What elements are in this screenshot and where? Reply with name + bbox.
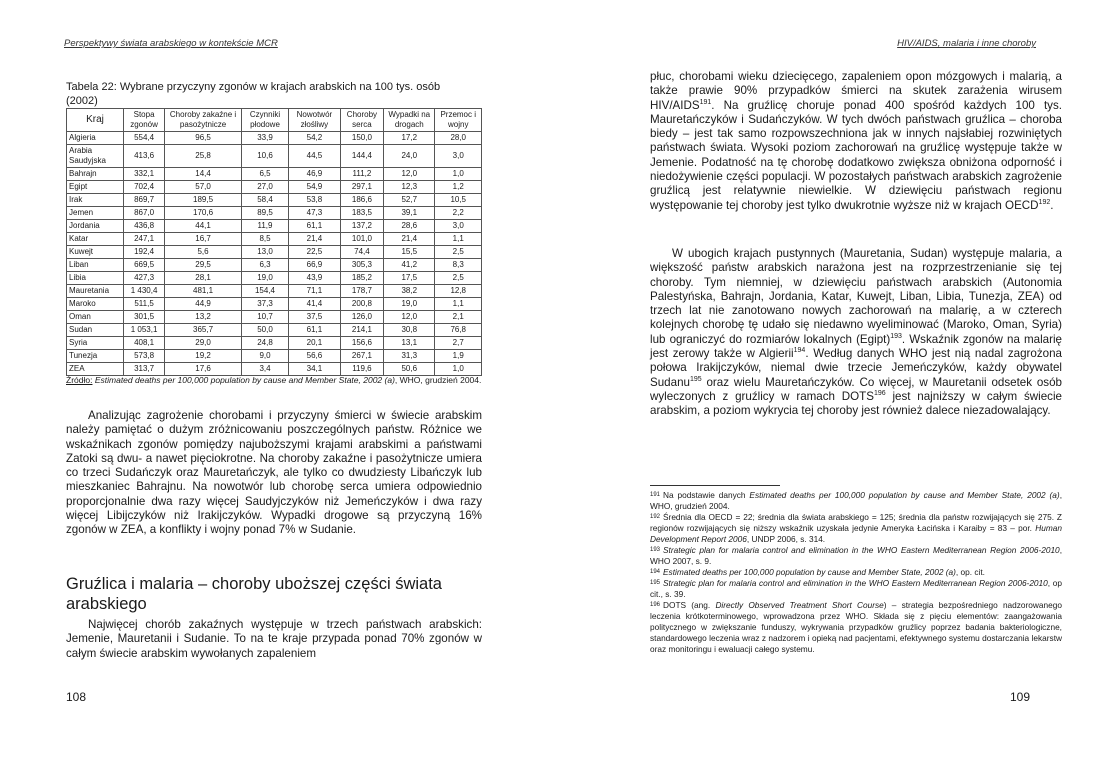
table-row [67,145,482,168]
value-cell: 111,2 [340,168,383,181]
value-cell: 13,0 [241,246,288,259]
value-cell: 53,8 [289,194,341,207]
value-cell: 1,2 [435,181,482,194]
value-cell: 96,5 [165,132,242,145]
value-cell: 178,7 [340,285,383,298]
value-cell: 30,8 [384,324,435,337]
value-cell: 29,0 [165,337,242,350]
table-row [67,207,482,220]
value-cell: 41,4 [289,298,341,311]
col-header-country: Kraj [67,109,124,132]
value-cell: 511,5 [124,298,165,311]
footnote-post: , op. cit. [955,567,985,577]
running-head-left: Perspektywy świata arabskiego w kontekście MCR [64,38,278,49]
value-cell: 573,8 [124,350,165,363]
value-cell: 13,2 [165,311,242,324]
value-cell: 61,1 [289,220,341,233]
footnote-ref-194: 194 [793,347,806,355]
text-run: . Na gruźlicę choruje ponad 400 spośród każdych 100 tys. Mauretańczyków i Sudańczyków. W tych dwóch państwach gruźlica – choroba biedy – jest tak samo rozpowszechniona jak w innych najsłabiej rozwiniętych państwach świata. Wysoki poziom zachorowań na gruźlicę występuje także w Jemenie. Podatność na tę chorobę dodatkowo zwiększa obniżona odporność i niedożywienie części populacji. W pozostałych państwach arabskich zagrożenie gruźlicą jest relatywnie niewielkie. W dziewięciu państwach regionu występowanie tej choroby jest tylko dwukrotnie wyższe niż w krajach OECD [650,98,1062,212]
value-cell: 8,3 [435,259,482,272]
value-cell: 1,0 [435,363,482,376]
table-row [67,168,482,181]
table-row [67,233,482,246]
country-cell: Arabia Saudyjska [67,145,124,168]
value-cell: 413,6 [124,145,165,168]
footnote-post: , op cit., s. 39. [650,578,1062,599]
footnote-194 [650,567,1062,578]
value-cell: 15,5 [384,246,435,259]
value-cell: 54,2 [289,132,341,145]
value-cell: 37,5 [289,311,341,324]
value-cell: 156,6 [340,337,383,350]
value-cell: 29,5 [165,259,242,272]
footnote-it: Directly Observed Treatment Short Course [715,600,884,610]
value-cell: 56,6 [289,350,341,363]
value-cell: 481,1 [165,285,242,298]
source-title: Estimated deaths per 100,000 population by cause and Member State, 2002 (a) [94,375,395,385]
country-cell: Tunezja [67,350,124,363]
footnote-pre: Na podstawie danych [663,490,750,500]
table-row [67,324,482,337]
table-row [67,132,482,145]
value-cell: 17,5 [384,272,435,285]
page-number-left: 108 [66,690,87,704]
footnote-ref-196: 196 [873,390,886,398]
table-row [67,311,482,324]
footnote-it: Strategic plan for malaria control and elimination in the WHO Eastern Mediterranean Region 2006-2010 [663,545,1060,555]
country-cell: Syria [67,337,124,350]
value-cell: 183,5 [340,207,383,220]
country-cell: Oman [67,311,124,324]
table-row [67,272,482,285]
country-cell: Egipt [67,181,124,194]
footnote-it: Human Development Report 2006 [650,523,1062,544]
footnote-196 [650,600,1062,655]
value-cell: 38,2 [384,285,435,298]
col-header-road: Wypadki na drogach [384,109,435,132]
text-run: W ubogich krajach pustynnych (Mauretania, Sudan) występuje malaria, a większość państw arabskich narażona jest na rozprzestrzenianie się tej choroby. Tym niemniej, w dziewięciu państwach arabskich (Autonomia Palestyńska, Bahrajn, Jordania, Katar, Kuwejt, Liban, Libia, Tunezja, ZEA) od trzech lat nie zanotowano nowych zachorowań na malarię, a w czterech kolejnych chorobę tę udało się niedawno wyeliminować (Maroko, Oman, Syria) lub ograniczyć do rozmiarów lokalnych (Egipt) [650,247,1062,346]
footnote-192 [650,512,1062,545]
value-cell: 867,0 [124,207,165,220]
footnote-num: 194 [650,569,661,575]
table-source [66,375,482,386]
country-cell: Sudan [67,324,124,337]
value-cell: 33,9 [241,132,288,145]
value-cell: 14,4 [165,168,242,181]
value-cell: 332,1 [124,168,165,181]
value-cell: 54,9 [289,181,341,194]
paragraph-analysis: Analizując zagrożenie chorobami i przyczyny śmierci w świecie arabskim należy pamiętać o dużym zróżnicowaniu poszczególnych państw. Różnice we wskaźnikach zgonów pomiędzy najuboższymi krajami arabskimi a państwami Zatoki są dwu- a nawet pięciokrotne. Na choroby zakaźne i pasożytnicze umiera co trzeci Sudańczyk oraz Mauretańczyk, ale tylko co dwudziesty Libańczyk lub mieszkaniec Bahrajnu. Na nowotwór lub chorobę serca umiera odpowiednio proporcjonalnie dwa razy więcej Saudyjczyków niż Jemeńczyków i dwa razy więcej Libijczyków niż Irakijczyków. Wypadki drogowe są przyczyną 16% zgonów w ZEA, a konflikty i wojny ponad 7% w Sudanie. [66,409,482,537]
footnote-193 [650,545,1062,567]
table-row [67,298,482,311]
paragraph-malaria [650,247,1062,419]
footnote-ref-192: 192 [1038,198,1051,206]
source-label: Źródło: [66,375,93,385]
footnotes [650,490,1062,655]
value-cell: 154,4 [241,285,288,298]
value-cell: 12,0 [384,168,435,181]
value-cell: 13,1 [384,337,435,350]
value-cell: 2,5 [435,272,482,285]
value-cell: 144,4 [340,145,383,168]
value-cell: 3,0 [435,145,482,168]
value-cell: 6,5 [241,168,288,181]
value-cell: 10,6 [241,145,288,168]
value-cell: 57,0 [165,181,242,194]
value-cell: 34,1 [289,363,341,376]
footnote-195 [650,578,1062,600]
country-cell: Liban [67,259,124,272]
value-cell: 25,8 [165,145,242,168]
value-cell: 186,6 [340,194,383,207]
value-cell: 305,3 [340,259,383,272]
right-page [550,0,1100,777]
value-cell: 39,1 [384,207,435,220]
footnote-it: Estimated deaths per 100,000 population by cause and Member State, 2002 (a) [749,490,1060,500]
value-cell: 47,3 [289,207,341,220]
value-cell: 189,5 [165,194,242,207]
text-run: jest najniższy w całym świecie arabskim, a poziom wykrycia tej choroby jest również dalece niezadowalający. [650,389,1062,418]
value-cell: 44,9 [165,298,242,311]
footnote-post: , WHO, grudzień 2004. [650,490,1062,511]
table-row [67,363,482,376]
value-cell: 214,1 [340,324,383,337]
value-cell: 50,0 [241,324,288,337]
value-cell: 3,0 [435,220,482,233]
country-cell: Jordania [67,220,124,233]
value-cell: 2,1 [435,311,482,324]
footnote-divider [650,485,780,486]
country-cell: Bahrajn [67,168,124,181]
value-cell: 21,4 [289,233,341,246]
text-run: . Według danych WHO jest nią nadal zagrożona połowa Irakijczyków, niemal dwie trzecie Jemeńczyków, każdy obywatel Sudanu [650,347,1062,389]
value-cell: 31,3 [384,350,435,363]
value-cell: 1,0 [435,168,482,181]
value-cell: 37,3 [241,298,288,311]
value-cell: 16,7 [165,233,242,246]
value-cell: 150,0 [340,132,383,145]
value-cell: 43,9 [289,272,341,285]
value-cell: 17,2 [384,132,435,145]
value-cell: 1,1 [435,233,482,246]
table-row [67,220,482,233]
value-cell: 267,1 [340,350,383,363]
value-cell: 119,6 [340,363,383,376]
value-cell: 126,0 [340,311,383,324]
footnote-it: Estimated deaths per 100,000 population by cause and Member State, 2002 (a) [663,567,956,577]
country-cell: ZEA [67,363,124,376]
footnote-num: 193 [650,547,661,553]
table-row [67,194,482,207]
footnote-post: , UNDP 2006, s. 314. [746,534,826,544]
value-cell: 702,4 [124,181,165,194]
value-cell: 19,2 [165,350,242,363]
text-run: . [1050,198,1054,212]
table-row [67,259,482,272]
value-cell: 21,4 [384,233,435,246]
value-cell: 2,5 [435,246,482,259]
value-cell: 24,8 [241,337,288,350]
value-cell: 137,2 [340,220,383,233]
value-cell: 2,7 [435,337,482,350]
value-cell: 50,6 [384,363,435,376]
country-cell: Kuwejt [67,246,124,259]
value-cell: 22,5 [289,246,341,259]
value-cell: 8,5 [241,233,288,246]
country-cell: Algieria [67,132,124,145]
footnote-ref-195: 195 [689,375,702,383]
value-cell: 5,6 [165,246,242,259]
value-cell: 74,4 [340,246,383,259]
country-cell: Katar [67,233,124,246]
value-cell: 28,1 [165,272,242,285]
value-cell: 44,5 [289,145,341,168]
footnote-post: ) – strategia bezpośredniego nadzorowanego leczenia krótkoterminowego, wprowadzona przez WHO. Składa się z pięciu elementów: zaangażowania politycznego w zwiększanie funduszy, wykrywania przypadków gruźlicy poprzez badania bakteriologiczne, standardowego leczenia wraz z nadzorem i opieką nad pacjentami, efektywnego systemu dostarczania lekarstw oraz monitoringu i ewaluacji całego systemu. [650,600,1062,654]
value-cell: 61,1 [289,324,341,337]
value-cell: 24,0 [384,145,435,168]
table-row [67,337,482,350]
value-cell: 28,6 [384,220,435,233]
value-cell: 436,8 [124,220,165,233]
text-run: płuc, chorobami wieku dziecięcego, zapaleniem opon mózgowych i malarią, a także prawie 90% przypadków śmierci na skutek zarażenia wirusem HIV/AIDS [650,70,1062,112]
value-cell: 365,7 [165,324,242,337]
value-cell: 9,0 [241,350,288,363]
value-cell: 71,1 [289,285,341,298]
value-cell: 41,2 [384,259,435,272]
value-cell: 200,8 [340,298,383,311]
value-cell: 27,0 [241,181,288,194]
table-caption: Tabela 22: Wybrane przyczyny zgonów w krajach arabskich na 100 tys. osób (2002) [66,81,441,107]
value-cell: 427,3 [124,272,165,285]
country-cell: Jemen [67,207,124,220]
col-header-death-rate: Stopa zgonów [124,109,165,132]
value-cell: 20,1 [289,337,341,350]
value-cell: 1,9 [435,350,482,363]
value-cell: 869,7 [124,194,165,207]
value-cell: 101,0 [340,233,383,246]
value-cell: 66,9 [289,259,341,272]
value-cell: 192,4 [124,246,165,259]
value-cell: 170,6 [165,207,242,220]
table-row [67,181,482,194]
section-heading: Gruźlica i malaria – choroby uboższej części świata arabskiego [66,575,442,613]
value-cell: 669,5 [124,259,165,272]
footnote-pre: Średnia dla OECD = 22; średnia dla świata arabskiego = 125; średnia dla państw rozwijających się 275. Z regionów rozwijających się niższy wskaźnik uzyskała jedynie Ameryka Łacińska i Karaiby = 83 – por. [650,512,1062,533]
table-row [67,285,482,298]
col-header-infectious: Choroby zakaźne i pasożytnicze [165,109,242,132]
value-cell: 46,9 [289,168,341,181]
value-cell: 10,7 [241,311,288,324]
value-cell: 1,1 [435,298,482,311]
col-header-heart: Choroby serca [340,109,383,132]
country-cell: Irak [67,194,124,207]
value-cell: 44,1 [165,220,242,233]
footnote-post: , WHO 2007, s. 9. [650,545,1062,566]
value-cell: 3,4 [241,363,288,376]
value-cell: 185,2 [340,272,383,285]
value-cell: 19,0 [241,272,288,285]
footnote-num: 192 [650,514,661,520]
value-cell: 2,2 [435,207,482,220]
value-cell: 1 053,1 [124,324,165,337]
value-cell: 12,0 [384,311,435,324]
page-number-right: 109 [1009,690,1030,704]
value-cell: 19,0 [384,298,435,311]
footnote-pre: DOTS (ang. [663,600,716,610]
source-rest: , WHO, grudzień 2004. [394,375,482,385]
death-causes-table [66,108,482,376]
footnote-ref-191: 191 [699,98,712,106]
country-cell: Libia [67,272,124,285]
col-header-cancer: Nowotwór złośliwy [289,109,341,132]
paragraph-infectious: Najwięcej chorób zakaźnych występuje w trzech państwach arabskich: Jemenie, Mauretanii i Sudanie. To na te kraje przypada ponad 70% zgonów w całym świecie arabskim wywołanych zapaleniem [66,618,482,660]
text-run: . Wskaźnik zgonów na malarię jest zerowy także w Algierii [650,332,1063,361]
paragraph-tuberculosis [650,70,1062,213]
value-cell: 58,4 [241,194,288,207]
country-cell: Mauretania [67,285,124,298]
value-cell: 297,1 [340,181,383,194]
value-cell: 17,6 [165,363,242,376]
col-header-perinatal: Czynniki płodowe [241,109,288,132]
value-cell: 10,5 [435,194,482,207]
value-cell: 89,5 [241,207,288,220]
value-cell: 408,1 [124,337,165,350]
running-head-right: HIV/AIDS, malaria i inne choroby [897,38,1036,49]
table-header-row [67,109,482,132]
country-cell: Maroko [67,298,124,311]
value-cell: 52,7 [384,194,435,207]
value-cell: 554,4 [124,132,165,145]
value-cell: 247,1 [124,233,165,246]
footnote-it: Strategic plan for malaria control and elimination in the WHO Eastern Mediterranean Region 2006-2010 [663,578,1048,588]
value-cell: 6,3 [241,259,288,272]
footnote-num: 195 [650,580,661,586]
footnote-ref-193: 193 [890,332,902,340]
table-body [67,132,482,376]
value-cell: 11,9 [241,220,288,233]
value-cell: 301,5 [124,311,165,324]
col-header-violence: Przemoc i wojny [435,109,482,132]
value-cell: 12,3 [384,181,435,194]
footnote-num: 191 [650,492,661,498]
value-cell: 28,0 [435,132,482,145]
value-cell: 12,8 [435,285,482,298]
table-row [67,246,482,259]
footnote-num: 196 [650,602,661,608]
value-cell: 1 430,4 [124,285,165,298]
footnote-191 [650,490,1062,512]
value-cell: 76,8 [435,324,482,337]
table-row [67,350,482,363]
text-run: oraz wielu Mauretańczyków. Co więcej, w Mauretanii odsetek osób wyleczonych z gruźlicy w ramach DOTS [650,375,1062,403]
value-cell: 313,7 [124,363,165,376]
